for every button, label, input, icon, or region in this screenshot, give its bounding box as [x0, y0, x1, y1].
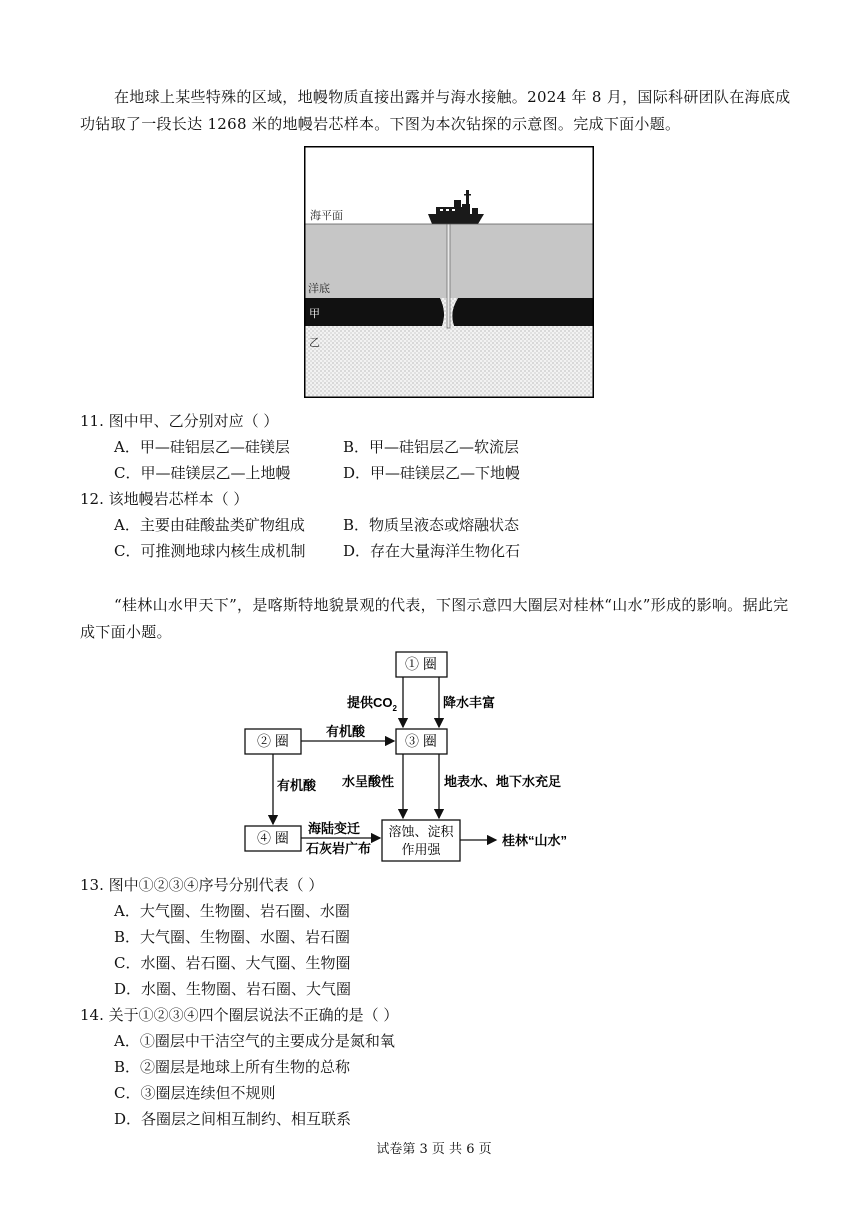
label-sea-land-1: 海陆变迁: [308, 821, 361, 836]
q11-option-d[interactable]: D．甲—硅镁层乙—下地幔: [343, 464, 521, 482]
drilling-diagram: [304, 146, 594, 398]
label-sea-land-2: 石灰岩广布: [306, 841, 372, 856]
q11-option-b[interactable]: B．甲—硅铝层乙—软流层: [343, 438, 520, 456]
layer-a-label: 甲: [309, 308, 320, 320]
q14-option-a[interactable]: A．①圈层中干洁空气的主要成分是氮和氧: [114, 1032, 395, 1050]
q12-option-b[interactable]: B．物质呈液态或熔融状态: [343, 516, 520, 534]
q14-option-b[interactable]: B．②圈层是地球上所有生物的总称: [114, 1058, 351, 1076]
q14-option-c[interactable]: C．③圈层连续但不规则: [114, 1084, 276, 1102]
label-rain: 降水丰富: [443, 695, 496, 710]
label-organic-acid-h: 有机酸: [326, 724, 366, 739]
q13-option-c[interactable]: C．水圈、岩石圈、大气圈、生物圈: [114, 954, 351, 972]
label-organic-acid-v: 有机酸: [277, 778, 317, 793]
sea-level-label: 海平面: [310, 210, 343, 222]
q14-option-d[interactable]: D．各圈层之间相互制约、相互联系: [114, 1110, 352, 1128]
layer-b-label: 乙: [309, 337, 320, 349]
box-2-text: ② 圈: [257, 733, 289, 749]
layer-b: [304, 326, 594, 398]
label-co2: 提供$CO_2$: [347, 695, 397, 713]
q12-option-c[interactable]: C．可推测地球内核生成机制: [114, 542, 306, 560]
layer-a-right: [452, 298, 594, 326]
q11-option-c[interactable]: C．甲—硅镁层乙—上地幔: [114, 464, 291, 482]
label-water: 地表水、地下水充足: [444, 774, 562, 789]
question-14-stem: 14. 关于①②③④四个圈层说法不正确的是（ ）: [80, 1006, 399, 1024]
result-label: 桂林“山水”: [502, 833, 568, 848]
passage-2: “桂林山水甲天下”，是喀斯特地貌景观的代表，下图示意四大圈层对桂林“山水”形成的影响。据此完成下面小题。: [80, 596, 789, 641]
q13-option-d[interactable]: D．水圈、生物圈、岩石圈、大气圈: [114, 980, 352, 998]
page-footer: 试卷第 3 页 共 6 页: [376, 1142, 492, 1157]
box-3-text: ③ 圈: [405, 733, 437, 749]
q11-option-a[interactable]: A．甲—硅铝层乙—硅镁层: [114, 438, 290, 456]
q12-option-d[interactable]: D．存在大量海洋生物化石: [343, 542, 521, 560]
q13-option-a[interactable]: A．大气圈、生物圈、岩石圈、水圈: [114, 902, 350, 920]
box-4-text: ④ 圈: [257, 830, 289, 846]
label-acidic: 水呈酸性: [342, 774, 395, 789]
question-11-stem: 11. 图中甲、乙分别对应（ ）: [80, 412, 279, 430]
sphere-flowchart: [240, 648, 620, 866]
box-1-text: ① 圈: [405, 656, 437, 672]
process-line-1: 溶蚀、淀积: [388, 824, 454, 839]
question-13-stem: 13. 图中①②③④序号分别代表（ ）: [80, 876, 324, 894]
q13-option-b[interactable]: B．大气圈、生物圈、水圈、岩石圈: [114, 928, 351, 946]
question-12-stem: 12. 该地幔岩芯样本（ ）: [80, 490, 249, 508]
layer-a-left: [304, 298, 444, 326]
passage-1: 在地球上某些特殊的区域，地幔物质直接出露并与海水接触。2024 年 8 月，国际科研团队在海底成功钻取了一段长达 1268 米的地幔岩芯样本。下图为本次钻探的示意图。完成下面小题。: [80, 88, 791, 133]
process-line-2: 作用强: [401, 842, 441, 857]
ocean-floor-label: 洋底: [308, 283, 330, 295]
q12-option-a[interactable]: A．主要由硅酸盐类矿物组成: [114, 516, 305, 534]
drill-pipe: [447, 220, 450, 328]
